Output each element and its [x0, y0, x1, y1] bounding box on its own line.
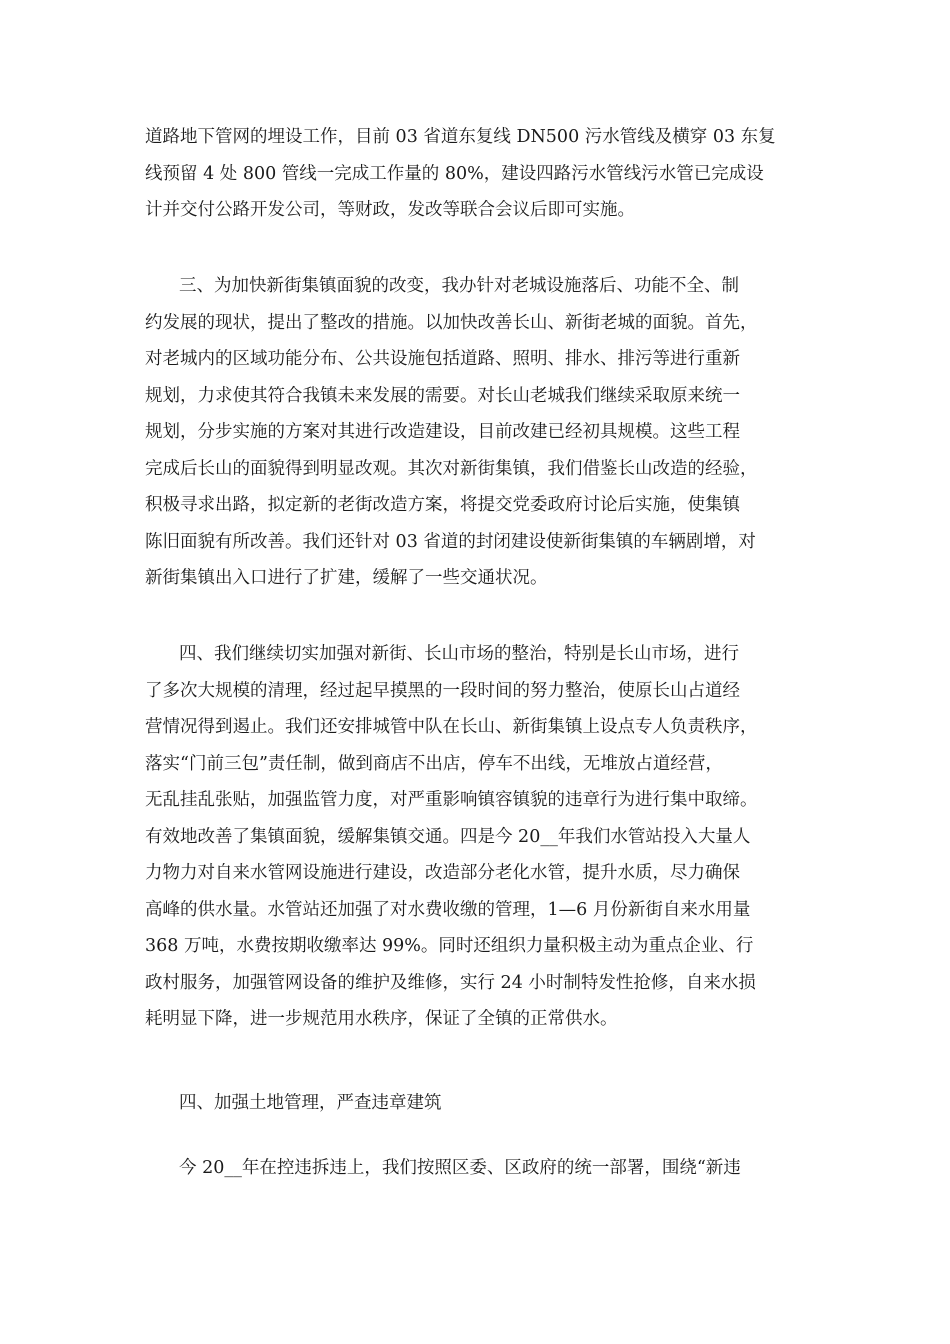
text-line: 今 20__年在控违拆违上，我们按照区委、区政府的统一部署，围绕“新违 [179, 1158, 741, 1178]
text-line: 有效地改善了集镇面貌，缓解集镇交通。四是今 20__年我们水管站投入大量人 [145, 826, 751, 847]
text-line: 规划，分步实施的方案对其进行改造建设，目前改建已经初具规模。这些工程 [145, 422, 740, 442]
text-line: 积极寻求出路，拟定新的老街改造方案，将提交党委政府讨论后实施，使集镇 [145, 495, 740, 515]
text-line: 新街集镇出入口进行了扩建，缓解了一些交通状况。 [145, 568, 548, 588]
text-line: 三、为加快新街集镇面貌的改变，我办针对老城设施落后、功能不全、制 [179, 276, 739, 296]
paragraph-section-three [145, 268, 815, 597]
section-heading-land-management [145, 1085, 815, 1122]
text-line: 高峰的供水量。水管站还加强了对水费收缴的管理，1—6 月份新街自来水用量 [145, 899, 751, 920]
heading-line: 四、加强土地管理，严查违章建筑 [179, 1093, 442, 1113]
text-line: 计并交付公路开发公司，等财政，发改等联合会议后即可实施。 [145, 200, 635, 220]
text-line: 落实“门前三包”责任制，做到商店不出店，停车不出线，无堆放占道经营， [145, 753, 723, 774]
text-line: 线预留 4 处 800 管线一完成工作量的 80%，建设四路污水管线污水管已完成设 [145, 163, 764, 184]
paragraph-section-four-market [145, 636, 815, 1038]
paragraph-pipeline-work [145, 119, 815, 229]
text-line: 规划，力求使其符合我镇未来发展的需要。对长山老城我们继续采取原来统一 [145, 385, 740, 406]
text-line: 力物力对自来水管网设施进行建设，改造部分老化水管，提升水质，尽力确保 [145, 863, 740, 883]
text-line: 完成后长山的面貌得到明显改观。其次对新街集镇，我们借鉴长山改造的经验， [145, 458, 758, 479]
paragraph-illegal-construction [145, 1150, 815, 1187]
text-line: 了多次大规模的清理，经过起早摸黑的一段时间的努力整治，使原长山占道经 [145, 680, 740, 701]
text-line: 营情况得到遏止。我们还安排城管中队在长山、新街集镇上设点专人负责秩序， [145, 717, 758, 737]
text-line: 无乱挂乱张贴，加强监管力度，对严重影响镇容镇貌的违章行为进行集中取缔。 [145, 790, 758, 810]
text-line: 约发展的现状，提出了整改的措施。以加快改善长山、新街老城的面貌。首先， [145, 312, 758, 333]
text-line: 耗明显下降，进一步规范用水秩序，保证了全镇的正常供水。 [145, 1009, 618, 1029]
text-line: 政村服务，加强管网设备的维护及维修，实行 24 小时制特发性抢修，自来水损 [145, 972, 756, 993]
text-line: 道路地下管网的埋设工作，目前 03 省道东复线 DN500 污水管线及横穿 03 东复 [145, 127, 776, 147]
text-line: 368 万吨，水费按期收缴率达 99%。同时还组织力量积极主动为重点企业、行 [145, 936, 754, 956]
text-line: 对老城内的区域功能分布、公共设施包括道路、照明、排水、排污等进行重新 [145, 349, 740, 369]
text-line: 四、我们继续切实加强对新街、长山市场的整治，特别是长山市场，进行 [179, 644, 739, 664]
text-line: 陈旧面貌有所改善。我们还针对 03 省道的封闭建设使新街集镇的车辆剧增，对 [145, 531, 756, 552]
